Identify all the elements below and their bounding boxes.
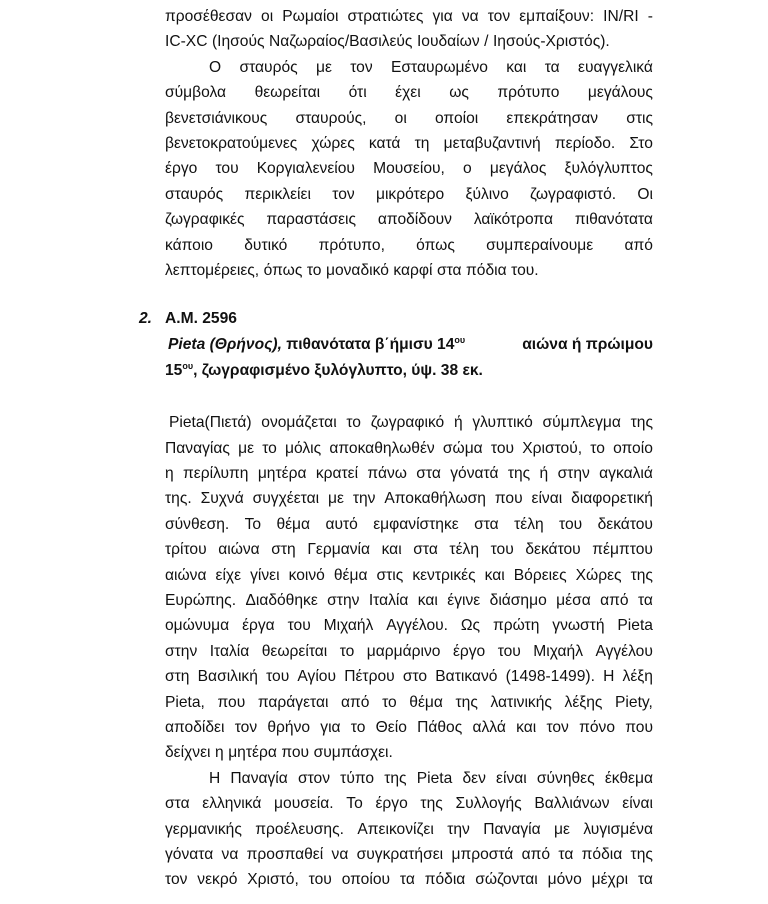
paragraph-cross (165, 55, 653, 284)
entry-inventory-row (139, 305, 653, 332)
text-line: ομώνυμα έργα του Μιχαήλ Αγγέλου. Ως πρώτη γνωστή Pieta (165, 617, 653, 635)
text-line: της. Συχνά συγχέεται με την Αποκαθήλωση που είναι διαφορετική (165, 490, 653, 508)
text-line: IC-XC (Ιησούς Ναζωραίος/Βασιλεύς Ιουδαίων / Ιησούς-Χριστός). (165, 33, 610, 51)
text-line: Pieta(Πιετά) ονομάζεται το ζωγραφικό ή γλυπτικό σύμπλεγμα της (169, 414, 653, 432)
entry-title-date: πιθανότατα β΄ήμισυ $14^{o\upsilon}$ (286, 335, 466, 354)
text-line: βενετσιάνικους σταυρούς, οι οποίοι επεκράτησαν στις (165, 109, 653, 127)
text-line: λεπτομέρειες, όπως το μοναδικό καρφί στα πόδια του. (165, 261, 539, 279)
paragraph-collection (165, 766, 653, 893)
text-line: σταυρός περικλείει τον μικρότερο ξύλινο ζωγραφιστό. Οι (165, 185, 653, 203)
entry-title-italic: Pieta (Θρήνος), (168, 336, 282, 354)
text-line: έργο του Κοργιαλενείου Μουσείου, ο μεγάλος ξυλόγλυπτος (165, 160, 653, 178)
entry-title-rest: αιώνα ή πρώιμου (522, 336, 653, 354)
spacer (165, 283, 653, 305)
paragraph-top (165, 4, 653, 55)
text-line: Παναγίας με το μόλις αποκαθηλωθέν σώμα του Χριστού, το οποίο (165, 439, 653, 457)
text-line: προσέθεσαν οι Ρωμαίοι στρατιώτες για να τον εμπαίξουν: IN/RI - (165, 8, 653, 25)
catalog-entry-heading (139, 305, 653, 384)
paragraph-pieta (165, 410, 653, 765)
text-line: στην Ιταλία θεωρείται το μαρμάρινο έργο του Μιχαήλ Αγγέλου (165, 642, 653, 660)
text-line: η περίλυπη μητέρα κρατεί πάνω στα γόνατά της ή στην αγκαλιά (165, 465, 653, 483)
text-line: αιώνα είχε γίνει κοινό θέμα στις κεντρικές και Βόρειες Χώρες της (165, 566, 653, 584)
text-line: στη Βασιλική του Αγίου Πέτρου στο Βατικανό (1498-1499). Η λέξη (165, 668, 653, 686)
text-line: βενετοκρατούμενες χώρες κατά τη μεταβυζαντινή περίοδο. Στο (165, 134, 653, 152)
page-body (139, 0, 653, 893)
text-line: γερμανικής προέλευσης. Απεικονίζει την Παναγία με λυγισμένα (165, 820, 653, 838)
entry-title-line-2: $15^{o\upsilon}$, ζωγραφισμένο ξυλόγλυπτο, ύψ. 38 εκ. (165, 361, 483, 380)
text-line: σύμβολα θεωρείται ότι έχει ως πρότυπο μεγάλους (165, 84, 653, 102)
entry-number: 2. (139, 310, 153, 328)
text-line: ζωγραφικές παραστάσεις αποδίδουν λαϊκότροπα πιθανότατα (165, 211, 653, 229)
text-line: Pieta, που παράγεται από το θέμα της λατινικής λέξης Piety, (165, 693, 653, 711)
text-line: τρίτου αιώνα στη Γερμανία και στα τέλη του δεκάτου πέμπτου (165, 541, 653, 559)
text-line: γόνατα να προσπαθεί να συγκρατήσει μπροστά από τα πόδια της (165, 845, 653, 863)
text-line: Ο σταυρός με τον Εσταυρωμένο και τα ευαγγελικά (209, 58, 653, 76)
text-line: Η Παναγία στον τύπο της Pieta δεν είναι σύνηθες έκθεμα (209, 769, 653, 787)
text-line: κάποιο δυτικό πρότυπο, όπως συμπεραίνουμε από (165, 236, 653, 254)
text-line: στα ελληνικά μουσεία. Το έργο της Συλλογής Βαλλιάνων είναι (165, 795, 653, 813)
entry-inventory: Α.Μ. 2596 (165, 310, 237, 328)
text-line: αποδίδει τον θρήνο για το Θείο Πάθος αλλά και τον πόνο που (165, 718, 653, 736)
text-line: Ευρώπης. Διαδόθηκε στην Ιταλία και έγινε διάσημο μέσα από τα (165, 592, 653, 610)
text-line: δείχνει η μητέρα που συμπάσχει. (165, 744, 393, 762)
spacer (165, 384, 653, 410)
text-line: τον νεκρό Χριστό, του οποίου τα πόδια σώζονται μόνο μέχρι τα (165, 871, 653, 889)
text-line: σύνθεση. Το θέμα αυτό εμφανίστηκε στα τέλη του δεκάτου (165, 515, 653, 533)
entry-title-line (165, 332, 653, 358)
